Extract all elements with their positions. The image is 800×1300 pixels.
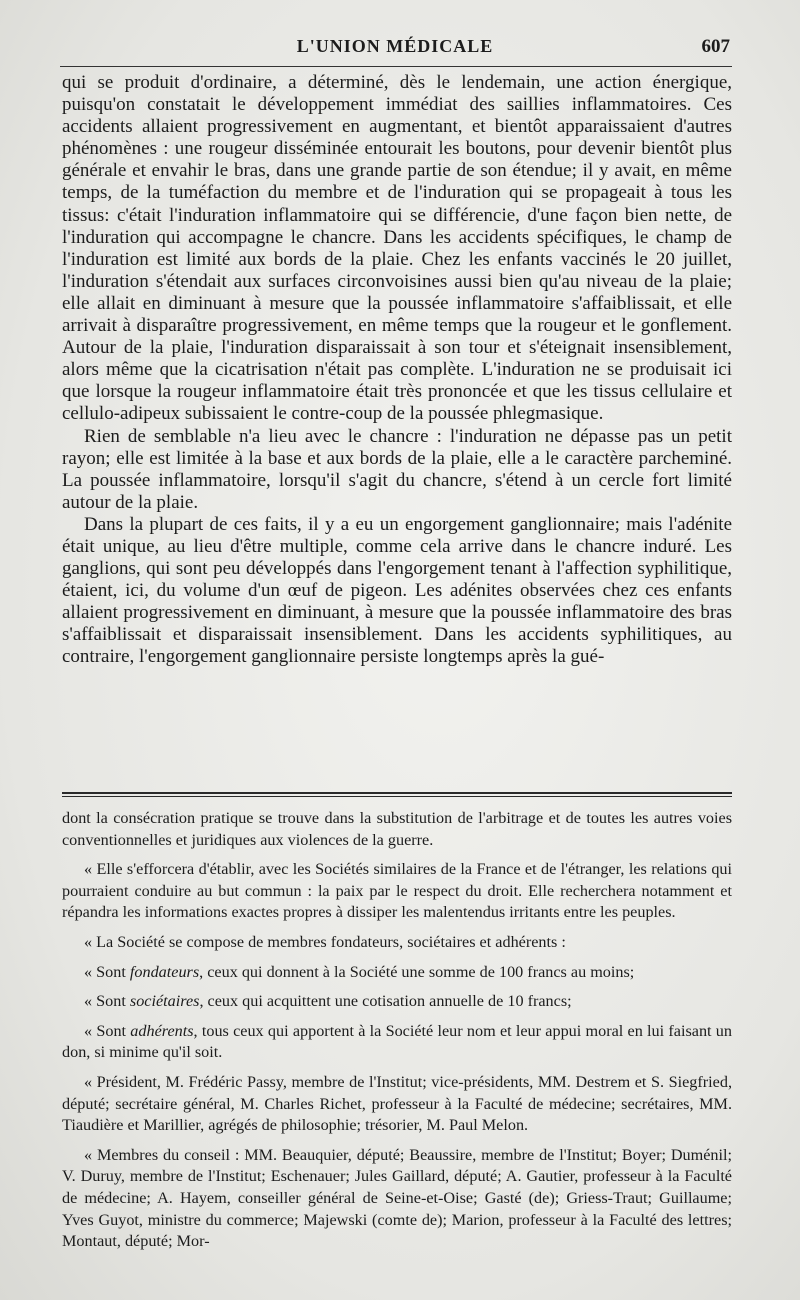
footnote-paragraph: « La Société se compose de membres fondateurs, sociétaires et adhérents : (84, 932, 566, 951)
running-title: L'UNION MÉDICALE (296, 36, 494, 56)
footnote-paragraph: « Président, M. Frédéric Passy, membre de l'Institut; vice-présidents, MM. Destrem et S. Siegfried, député; secrétaire général, M. Charles Richet, professeur à la Faculté de médecine; secrétaires, MM. Tiaudière et Marillier, agrégés de philosophie; trésorier, M. Paul Melon. (62, 1072, 732, 1135)
footnote-term: sociétaires (129, 992, 200, 1011)
footnote-paragraph (62, 991, 732, 1013)
page-number: 607 (701, 36, 730, 57)
body-paragraph: Dans la plupart de ces faits, il y a eu un engorgement ganglionnaire; mais l'adénite était unique, au lieu d'être multiple, comme cela arrive dans le chancre induré. Les ganglions, qui sont peu développés dans l'engorgement tenant à l'affection syphilitique, étaient, ici, du volume d'un œuf de pigeon. Les adénites observées chez ces enfants allaient progressivement en diminuant, à mesure que la poussée inflammatoire des bras s'affaiblissait et disparaissait insensiblement. Dans les accidents syphilitiques, au contraire, l'engorgement ganglionnaire persiste longtemps après la gué- (62, 513, 732, 668)
footnote-text: , ceux qui acquittent une cotisation annuelle de 10 francs; (199, 992, 572, 1011)
footnotes (62, 808, 732, 1261)
footnote-paragraph: « Elle s'efforcera d'établir, avec les Sociétés similaires de la France et de l'étranger, les relations qui pourraient conduire au but commun : la paix par le respect du droit. Elle recherchera notamment et répandra les informations exactes propres à dissiper les malentendus irritants entre les peuples. (62, 860, 732, 922)
footnote-paragraph: dont la consécration pratique se trouve dans la substitution de l'arbitrage et de toutes les autres voies conventionnelles et juridiques aux violences de la guerre. (62, 809, 732, 849)
footnote-text: , ceux qui donnent à la Société une somme de 100 francs au moins; (199, 962, 635, 981)
footnote-paragraph (62, 962, 732, 984)
footnote-text: « Sont (84, 992, 130, 1011)
footnote-text: , tous ceux qui apportent à la Société leur nom et leur appui moral en lui faisant un don, si minime qu'il soit. (62, 1021, 732, 1062)
page-header (60, 36, 730, 64)
body-paragraph: Rien de semblable n'a lieu avec le chancre : l'induration ne dépasse pas un petit rayon; elle est limitée à la base et aux bords de la plaie, elle a le caractère parcheminé. La poussée inflammatoire, lorsqu'il s'agit du chancre, s'étend à un cercle fort limité autour de la plaie. (62, 425, 732, 513)
main-text (62, 72, 732, 669)
body-paragraph: qui se produit d'ordinaire, a déterminé, dès le lendemain, une action énergique, puisqu'on constatait le développement immédiat des saillies inflammatoires. Ces accidents allaient progressivement en augmentant, et bientôt apparaissaient d'autres phénomènes : une rougeur disséminée entourait les boutons, pour devenir bientôt plus générale et envahir le bras, dans une grande partie de son étendue; il y avait, en même temps, de la tuméfaction du membre et de l'induration qui se propageait à tous les tissus: c'était l'induration inflammatoire qui se différencie, d'une façon bien nette, de l'induration qui accompagne le chancre. Dans les accidents spécifiques, le champ de l'induration est limité aux bords de la plaie. Chez les enfants vaccinés le 20 juillet, l'induration s'étendait aux surfaces circonvoisines aussi bien qu'au niveau de la plaie; elle allait en diminuant à mesure que la poussée inflammatoire s'affaiblissait, et elle arrivait à disparaître progressivement, en même temps que la rougeur et le gonflement. Autour de la plaie, l'induration disparaissait à son tour et s'éteignait insensiblement, alors même que la cicatrisation n'était pas complète. L'induration ne se produisait ici que lorsque la rougeur inflammatoire était très prononcée et que les tissus cellulaire et cellulo-adipeux subissaient le contre-coup de la poussée phlegmasique. (62, 72, 732, 425)
footnote-term: adhérents (130, 1021, 194, 1040)
footnote-paragraph: « Membres du conseil : MM. Beauquier, député; Beaussire, membre de l'Institut; Boyer; Duménil; V. Duruy, membre de l'Institut; Eschenauer; Jules Gaillard, député; A. Gautier, professeur à la Faculté de médecine; A. Hayem, conseiller général de Seine-et-Oise; Gasté (de); Griess-Traut; Guillaume; Yves Guyot, ministre du commerce; Majewski (comte de); Marion, professeur à la Faculté des lettres; Montaut, député; Mor- (62, 1145, 732, 1251)
header-rule (60, 66, 732, 67)
footnote-paragraph (62, 1021, 732, 1064)
footnote-text: « Sont (84, 1021, 131, 1040)
footnote-rule (62, 792, 732, 797)
footnote-term: fondateurs (129, 962, 200, 981)
footnote-text: « Sont (84, 962, 130, 981)
